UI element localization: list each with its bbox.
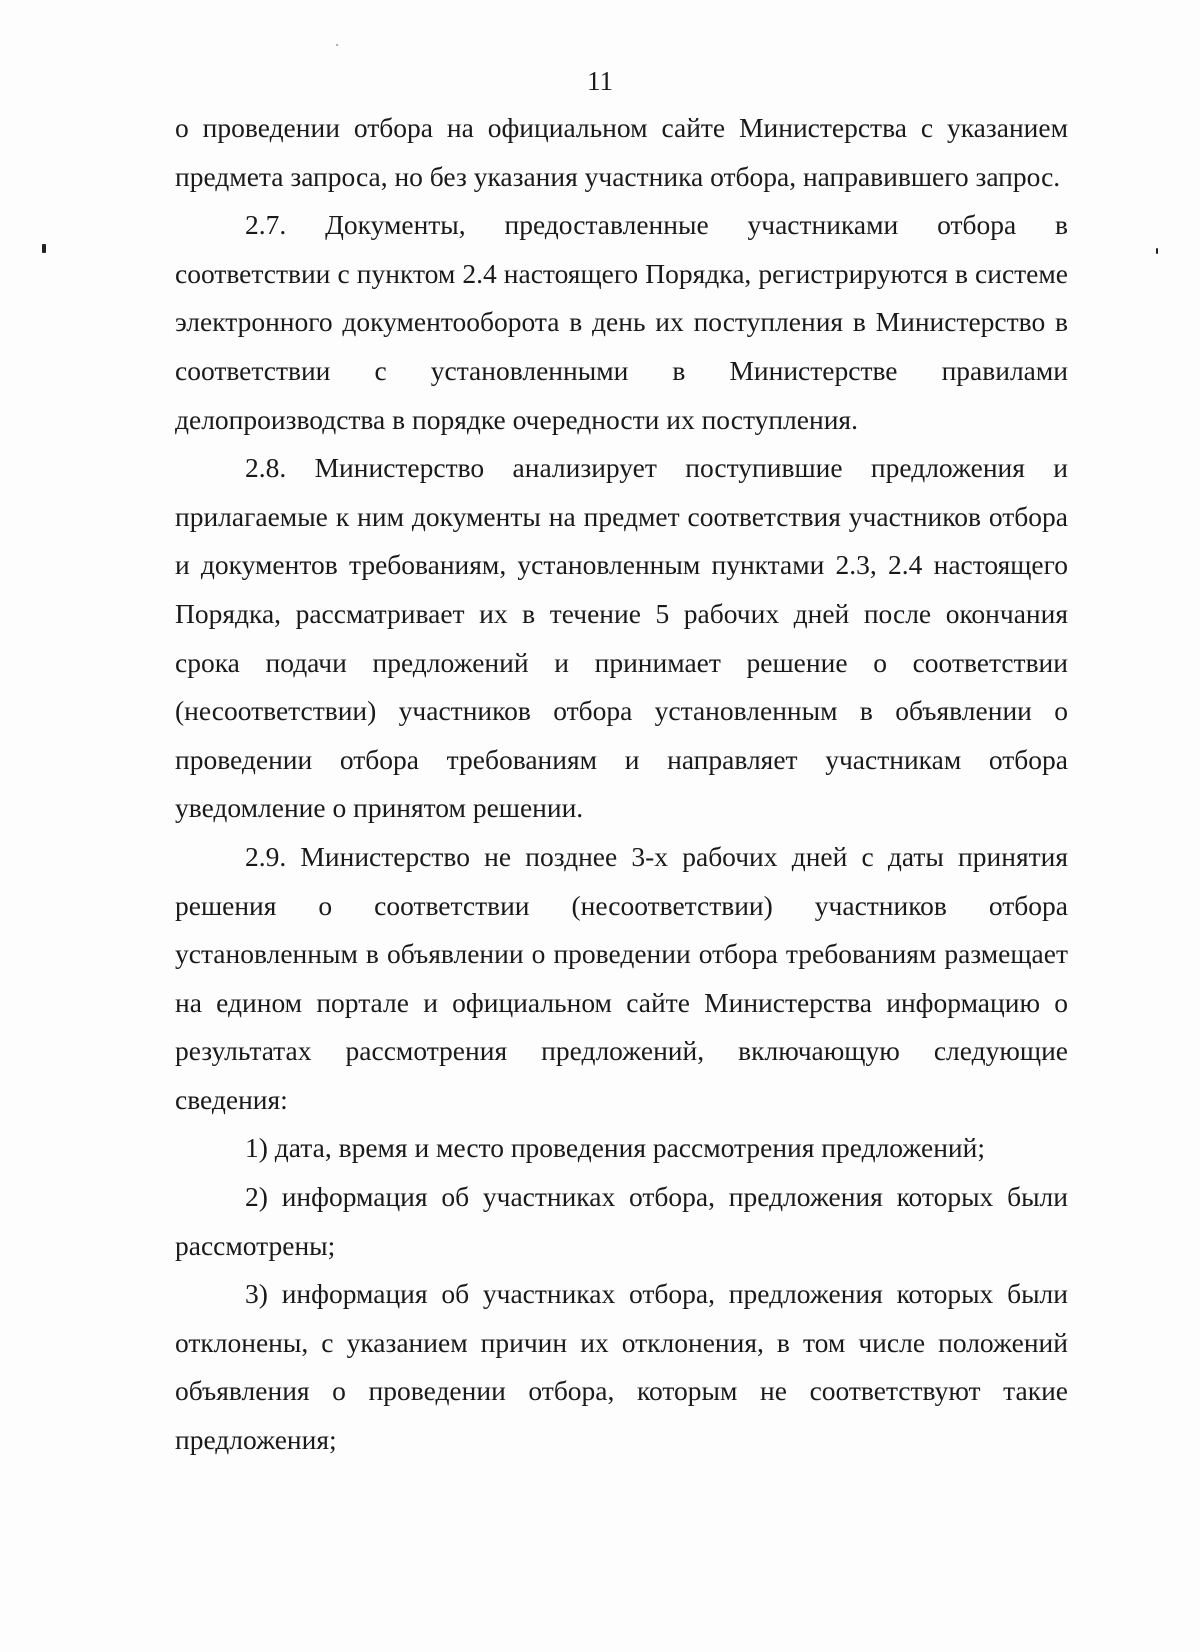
list-item-1: 1) дата, время и место проведения рассмотрения предложений; — [245, 1132, 986, 1164]
document-body — [175, 104, 1068, 1465]
list-item-2: 2) информация об участниках отбора, предложения которых были рассмотрены; — [175, 1181, 1068, 1261]
page-number: 11 — [587, 66, 613, 96]
scan-artifact-mark — [1156, 248, 1158, 254]
list-item-3: 3) информация об участниках отбора, предложения которых были отклонены, с указанием причин их отклонения, в том числе положений объявления о проведении отбора, которым не соответствуют такие предложения; — [175, 1278, 1068, 1456]
paragraph-2-8: 2.8. Министерство анализирует поступившие предложения и прилагаемые к ним документы на предмет соответствия участников отбора и документов требованиям, установленным пунктами 2.3, 2.4 настоящего Порядка, рассматривает их в течение 5 рабочих дней после окончания срока подачи предложений и принимает решение о соответствии (несоответствии) участников отбора установленным в объявлении о проведении отбора требованиям и направляет участникам отбора уведомление о принятом решении. — [175, 452, 1068, 824]
paragraph-2-9: 2.9. Министерство не позднее 3-х рабочих дней с даты принятия решения о соответствии (несоответствии) участников отбора установленным в объявлении о проведении отбора требованиям размещает на едином портале и официальном сайте Министерства информацию о результатах рассмотрения предложений, включающую следующие сведения: — [175, 840, 1068, 1115]
scan-artifact-mark — [42, 244, 46, 253]
paragraph-continuation: о проведении отбора на официальном сайте Министерства с указанием предмета запроса, но без указания участника отбора, направившего запрос. — [175, 112, 1068, 192]
paragraph-2-7: 2.7. Документы, предоставленные участниками отбора в соответствии с пунктом 2.4 настоящего Порядка, регистрируются в системе электронного документооборота в день их поступления в Министерство в соответствии с установленными в Министерстве правилами делопроизводства в порядке очередности их поступления. — [175, 209, 1068, 435]
scan-artifact-dot — [336, 44, 338, 46]
